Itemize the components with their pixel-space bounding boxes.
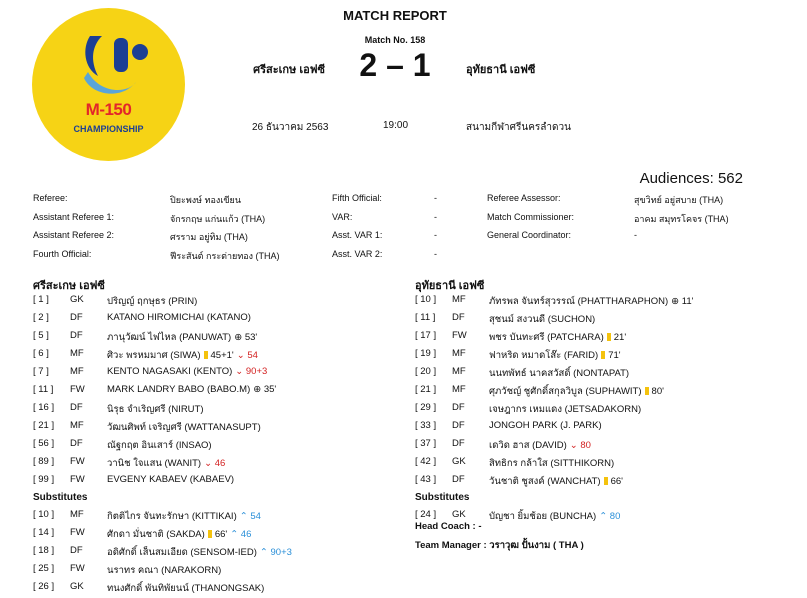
player-name-text: พชร บันทะศรี (PATCHARA) <box>489 332 604 343</box>
yellow-card-icon <box>601 351 605 359</box>
report-title: MATCH REPORT <box>343 8 447 23</box>
player-name-text: ทนงศักดิ์ พันทิพัยนน์ (THANONGSAK) <box>107 583 265 594</box>
player-name <box>107 456 225 471</box>
player-name-text: ศุภวัชญ์ ชูศักดิ์สกุลวิบูล (SUPHAWIT) <box>489 386 642 397</box>
official-value: จักรกฤษ แก่นแก้ว (THA) <box>170 213 266 224</box>
official-value: - <box>434 193 437 203</box>
player-row <box>415 294 785 311</box>
player-name <box>489 366 629 381</box>
player-position: DF <box>70 402 83 413</box>
player-name-text: ณัฐกฤต อินเสาร์ (INSAO) <box>107 440 212 451</box>
logo-emblem-icon <box>32 8 185 161</box>
player-number: [ 17 ] <box>415 330 437 341</box>
player-position: FW <box>452 330 467 341</box>
player-name-text: เดวิด ฮาส (DAVID) <box>489 440 567 451</box>
player-position: FW <box>70 474 85 485</box>
official-label: Assistant Referee 1: <box>33 211 115 222</box>
player-number: [ 24 ] <box>415 509 437 520</box>
player-position: DF <box>70 330 83 341</box>
player-name-text: ปริญญ์ ฤกษุธร (PRIN) <box>107 296 198 307</box>
player-name <box>107 420 261 435</box>
player-event: ⌃ 46 <box>230 529 252 540</box>
yellow-card-icon <box>645 387 649 395</box>
head-coach: Head Coach : - <box>415 521 482 532</box>
player-row <box>33 402 403 419</box>
home-team-heading: ศรีสะเกษ เอฟซี <box>33 280 105 292</box>
substitutes-heading: Substitutes <box>33 492 88 503</box>
yellow-card-icon <box>607 333 611 341</box>
player-name <box>107 563 221 578</box>
player-number: [ 19 ] <box>415 348 437 359</box>
player-row <box>33 348 403 365</box>
player-position: DF <box>452 402 465 413</box>
player-name-text: KATANO HIROMICHAI (KATANO) <box>107 312 251 323</box>
player-position: MF <box>452 348 466 359</box>
match-venue: สนามกีฬาศรีนครลำดวน <box>466 122 571 133</box>
player-position: MF <box>70 420 84 431</box>
player-number: [ 42 ] <box>415 456 437 467</box>
player-position: DF <box>452 438 465 449</box>
player-row <box>33 330 403 347</box>
player-event: ⌃ 90+3 <box>259 547 292 558</box>
player-name <box>489 330 626 345</box>
player-name <box>107 384 276 395</box>
player-name-text: สิทธิกร กล้าใส (SITTHIKORN) <box>489 458 615 469</box>
player-position: DF <box>70 312 83 323</box>
player-number: [ 89 ] <box>33 456 55 467</box>
player-position: MF <box>452 294 466 305</box>
player-row <box>415 348 785 365</box>
player-row <box>415 330 785 347</box>
player-name <box>489 348 621 363</box>
player-number: [ 99 ] <box>33 474 55 485</box>
player-row <box>415 438 785 455</box>
player-position: FW <box>70 384 85 395</box>
substitute-row <box>33 581 403 598</box>
player-position: GK <box>70 294 84 305</box>
player-number: [ 10 ] <box>33 509 55 520</box>
player-name-text: อดิศักดิ์ เส็นสมเอียด (SENSOM-IED) <box>107 547 257 558</box>
official-value: - <box>634 230 637 240</box>
player-name <box>489 474 623 489</box>
player-number: [ 21 ] <box>33 420 55 431</box>
player-row <box>33 474 403 491</box>
yellow-card-minute: 66' <box>214 529 228 540</box>
official-value: อาคม สมุทรโคจร (THA) <box>634 213 729 224</box>
match-score: 2 – 1 <box>359 47 431 83</box>
player-name-text: ภัทรพล จันทร์สุวรรณ์ (PHATTHARAPHON) <box>489 296 669 307</box>
official-label: Asst. VAR 2: <box>332 248 383 259</box>
official-value: สุขวิทย์ อยู่สบาย (THA) <box>634 195 724 205</box>
official-value: - <box>434 230 437 240</box>
player-row <box>33 384 403 401</box>
official-label: Fifth Official: <box>332 193 382 203</box>
player-name <box>489 509 620 524</box>
player-number: [ 7 ] <box>33 366 49 377</box>
yellow-card-minute: 21' <box>613 332 627 343</box>
player-name-text: MARK LANDRY BABO (BABO.M) <box>107 384 251 395</box>
player-name <box>107 527 251 542</box>
player-name <box>107 366 267 377</box>
player-name <box>489 420 602 431</box>
player-name <box>107 402 204 417</box>
match-time: 19:00 <box>383 120 409 131</box>
player-event: ⊕ 53' <box>234 332 258 343</box>
yellow-card-minute: 80' <box>651 386 664 397</box>
player-number: [ 10 ] <box>415 294 437 305</box>
player-position: DF <box>70 438 83 449</box>
yellow-card-minute: 45+1' <box>210 350 234 361</box>
yellow-card-icon <box>204 351 208 359</box>
player-name <box>489 402 641 417</box>
official-label: Assistant Referee 2: <box>33 230 115 240</box>
player-name <box>489 456 614 471</box>
official-label: Asst. VAR 1: <box>332 230 383 240</box>
player-name-text: ภานุวัฒน์ ไฟไหล (PANUWAT) <box>107 332 232 343</box>
player-name <box>489 312 595 327</box>
logo-subtitle-text: CHAMPIONSHIP <box>73 124 144 134</box>
official-label: Fourth Official: <box>33 248 92 259</box>
away-team-heading: อุทัยธานี เอฟซี <box>415 280 485 292</box>
player-row <box>33 456 403 473</box>
player-name-text: JONGOH PARK (J. PARK) <box>489 420 602 431</box>
player-number: [ 1 ] <box>33 294 49 305</box>
player-position: GK <box>70 581 84 592</box>
player-row <box>33 366 403 383</box>
player-event: ⊕ 35' <box>253 384 277 395</box>
player-position: MF <box>70 366 84 377</box>
substitute-row <box>33 509 403 526</box>
substitute-row <box>33 545 403 562</box>
home-team-name: ศรีสะเกษ เอฟซี <box>253 64 325 76</box>
player-name-text: นราทร คณา (NARAKORN) <box>107 565 222 576</box>
player-number: [ 11 ] <box>415 312 436 323</box>
player-position: MF <box>70 509 84 520</box>
player-name <box>489 438 591 453</box>
official-label: Match Commissioner: <box>487 211 575 222</box>
player-position: FW <box>70 456 85 467</box>
player-number: [ 2 ] <box>33 312 49 323</box>
player-row <box>415 312 785 329</box>
player-number: [ 29 ] <box>415 402 437 413</box>
player-name-text: ฟาหริด หมาดโส๊ะ (FARID) <box>489 350 599 361</box>
player-name <box>489 294 693 309</box>
yellow-card-icon <box>208 530 212 538</box>
match-number: Match No. 158 <box>364 35 426 45</box>
league-logo <box>32 8 185 161</box>
player-position: DF <box>70 545 83 556</box>
player-row <box>33 294 403 311</box>
player-position: MF <box>452 384 466 395</box>
player-name-text: KENTO NAGASAKI (KENTO) <box>107 366 233 377</box>
official-label: VAR: <box>332 211 353 222</box>
player-number: [ 56 ] <box>33 438 55 449</box>
player-name <box>107 330 257 345</box>
player-position: GK <box>452 456 466 467</box>
player-row <box>33 312 403 329</box>
player-name-text: วัฒนศิพท์ เจริญศรี (WATTANASUPT) <box>107 422 261 433</box>
player-name-text: วานิช ใจแสน (WANIT) <box>107 458 202 469</box>
player-name <box>107 509 261 524</box>
player-number: [ 26 ] <box>33 581 55 592</box>
yellow-card-minute: 71' <box>608 350 621 361</box>
player-row <box>415 366 785 383</box>
player-name-text: EVGENY KABAEV (KABAEV) <box>107 474 235 485</box>
match-date: 26 ธันวาคม 2563 <box>252 122 329 133</box>
player-name-text: บัญชา ยิ้มช้อย (BUNCHA) <box>489 511 597 522</box>
player-name-text: เจษฎากร เหมแดง (JETSADAKORN) <box>489 404 642 415</box>
player-row <box>415 420 785 437</box>
player-position: DF <box>452 474 465 485</box>
player-name <box>107 545 292 560</box>
official-value: - <box>434 248 437 259</box>
player-row <box>415 384 785 401</box>
substitutes-heading: Substitutes <box>415 492 470 503</box>
player-name-text: สุชนม์ สงวนดี (SUCHON) <box>489 314 596 325</box>
logo-brand-text: M-150 <box>85 100 132 119</box>
player-name <box>107 312 251 323</box>
official-value: - <box>434 211 437 222</box>
player-position: DF <box>452 312 465 323</box>
substitute-row <box>33 563 403 580</box>
audiences-count: Audiences: 562 <box>639 170 743 187</box>
player-row <box>415 402 785 419</box>
player-event: ⌄ 54 <box>236 350 258 361</box>
official-value: ปิยะพงษ์ ทองเขียน <box>170 195 241 205</box>
player-number: [ 5 ] <box>33 330 49 341</box>
player-row <box>33 438 403 455</box>
player-name <box>107 474 234 485</box>
team-manager: Team Manager : วราวุฒ ปั้นงาม ( THA ) <box>415 540 584 551</box>
away-team-name: อุทัยธานี เอฟซี <box>466 64 536 76</box>
player-name <box>107 294 197 309</box>
player-number: [ 20 ] <box>415 366 437 377</box>
player-name <box>489 384 664 399</box>
player-number: [ 14 ] <box>33 527 55 538</box>
player-number: [ 43 ] <box>415 474 437 485</box>
player-name-text: กิตติไกร จันทะรักษา (KITTIKAI) <box>107 511 237 522</box>
player-event: ⌃ 80 <box>599 511 621 522</box>
official-label: General Coordinator: <box>487 230 572 240</box>
player-position: DF <box>452 420 465 431</box>
official-label: Referee Assessor: <box>487 193 561 203</box>
player-row <box>415 456 785 473</box>
player-position: GK <box>452 509 466 520</box>
official-value: ฟีระสันต์ กระต่ายทอง (THA) <box>170 250 280 261</box>
player-position: MF <box>70 348 84 359</box>
player-number: [ 16 ] <box>33 402 55 413</box>
player-number: [ 25 ] <box>33 563 55 574</box>
player-name <box>107 438 212 453</box>
player-number: [ 18 ] <box>33 545 55 556</box>
player-name-text: ศักดา มั่นชาติ (SAKDA) <box>107 529 205 540</box>
player-name-text: นนทพัทธ์ นาคสวัสดิ์ (NONTAPAT) <box>489 368 630 379</box>
player-event: ⌄ 90+3 <box>235 366 268 377</box>
player-name-text: นิรุธ จำเริญศรี (NIRUT) <box>107 404 204 415</box>
player-name-text: วันชาติ ชูสงค์ (WANCHAT) <box>489 476 601 487</box>
player-number: [ 21 ] <box>415 384 437 395</box>
player-name <box>107 348 258 363</box>
player-row <box>33 420 403 437</box>
official-value: ศรราม อยู่ทิม (THA) <box>170 232 248 242</box>
player-event: ⊕ 11' <box>671 296 694 307</box>
player-position: MF <box>452 366 466 377</box>
player-event: ⌄ 80 <box>569 440 591 451</box>
player-position: FW <box>70 563 85 574</box>
player-number: [ 11 ] <box>33 384 54 395</box>
player-number: [ 37 ] <box>415 438 437 449</box>
yellow-card-icon <box>604 477 608 485</box>
official-label: Referee: <box>33 193 68 203</box>
player-number: [ 6 ] <box>33 348 49 359</box>
player-name-text: ศิวะ พรหมมาศ (SIWA) <box>107 350 201 361</box>
player-event: ⌄ 46 <box>204 458 226 469</box>
yellow-card-minute: 66' <box>610 476 623 487</box>
substitute-row <box>33 527 403 544</box>
player-number: [ 33 ] <box>415 420 437 431</box>
player-row <box>415 474 785 491</box>
player-name <box>107 581 264 596</box>
player-position: FW <box>70 527 85 538</box>
player-event: ⌃ 54 <box>239 511 261 522</box>
